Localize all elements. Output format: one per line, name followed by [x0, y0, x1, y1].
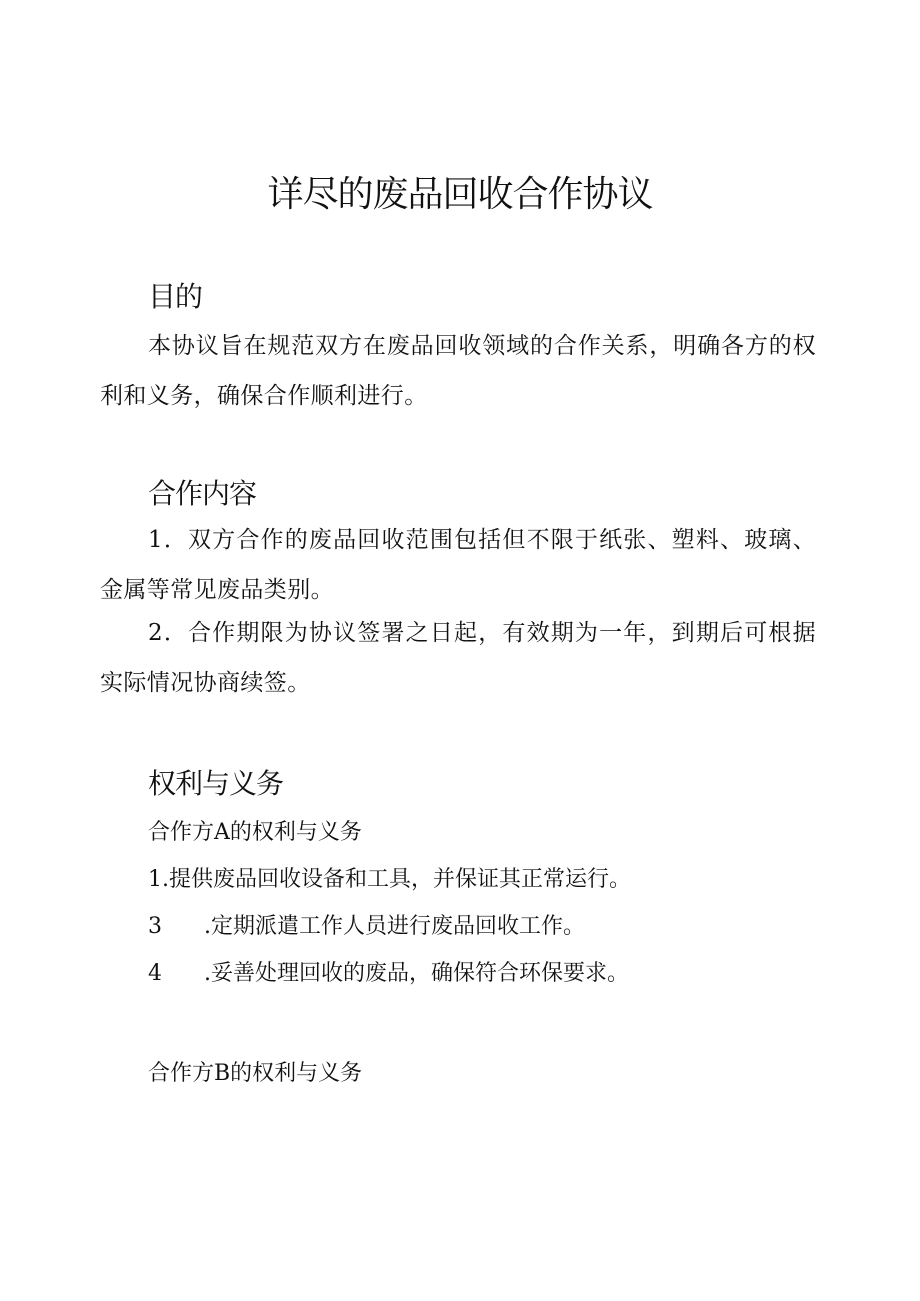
- purpose-paragraph: 本协议旨在规范双方在废品回收领域的合作关系，明确各方的权利和义务，确保合作顺利进行。: [100, 333, 816, 409]
- content-item-2: 2．合作期限为协议签署之日起，有效期为一年，到期后可根据实际情况协商续签。: [100, 620, 816, 696]
- party-a-label: 合作方A的权利与义务: [148, 820, 362, 845]
- content-item-1: 1．双方合作的废品回收范围包括但不限于纸张、塑料、玻璃、金属等常见废品类别。: [100, 527, 816, 603]
- document-title: 详尽的废品回收合作协议: [267, 174, 653, 215]
- section-heading-content: 合作内容: [148, 477, 257, 510]
- party-a-item-1: 1.提供废品回收设备和工具，并保证其正常运行。: [148, 867, 631, 892]
- party-a-item-3-number: 3: [148, 914, 162, 939]
- party-a-item-4-text: .妥善处理回收的废品，确保符合环保要求。: [204, 961, 629, 986]
- party-b-label: 合作方B的权利与义务: [148, 1061, 363, 1086]
- party-a-item-3: [148, 911, 585, 943]
- section-heading-rights: 权利与义务: [148, 767, 284, 800]
- party-a-item-4-number: 4: [148, 961, 162, 986]
- party-a-item-4: [148, 958, 629, 990]
- section-heading-purpose: 目的: [148, 280, 203, 313]
- party-a-item-3-text: .定期派遣工作人员进行废品回收工作。: [204, 914, 585, 939]
